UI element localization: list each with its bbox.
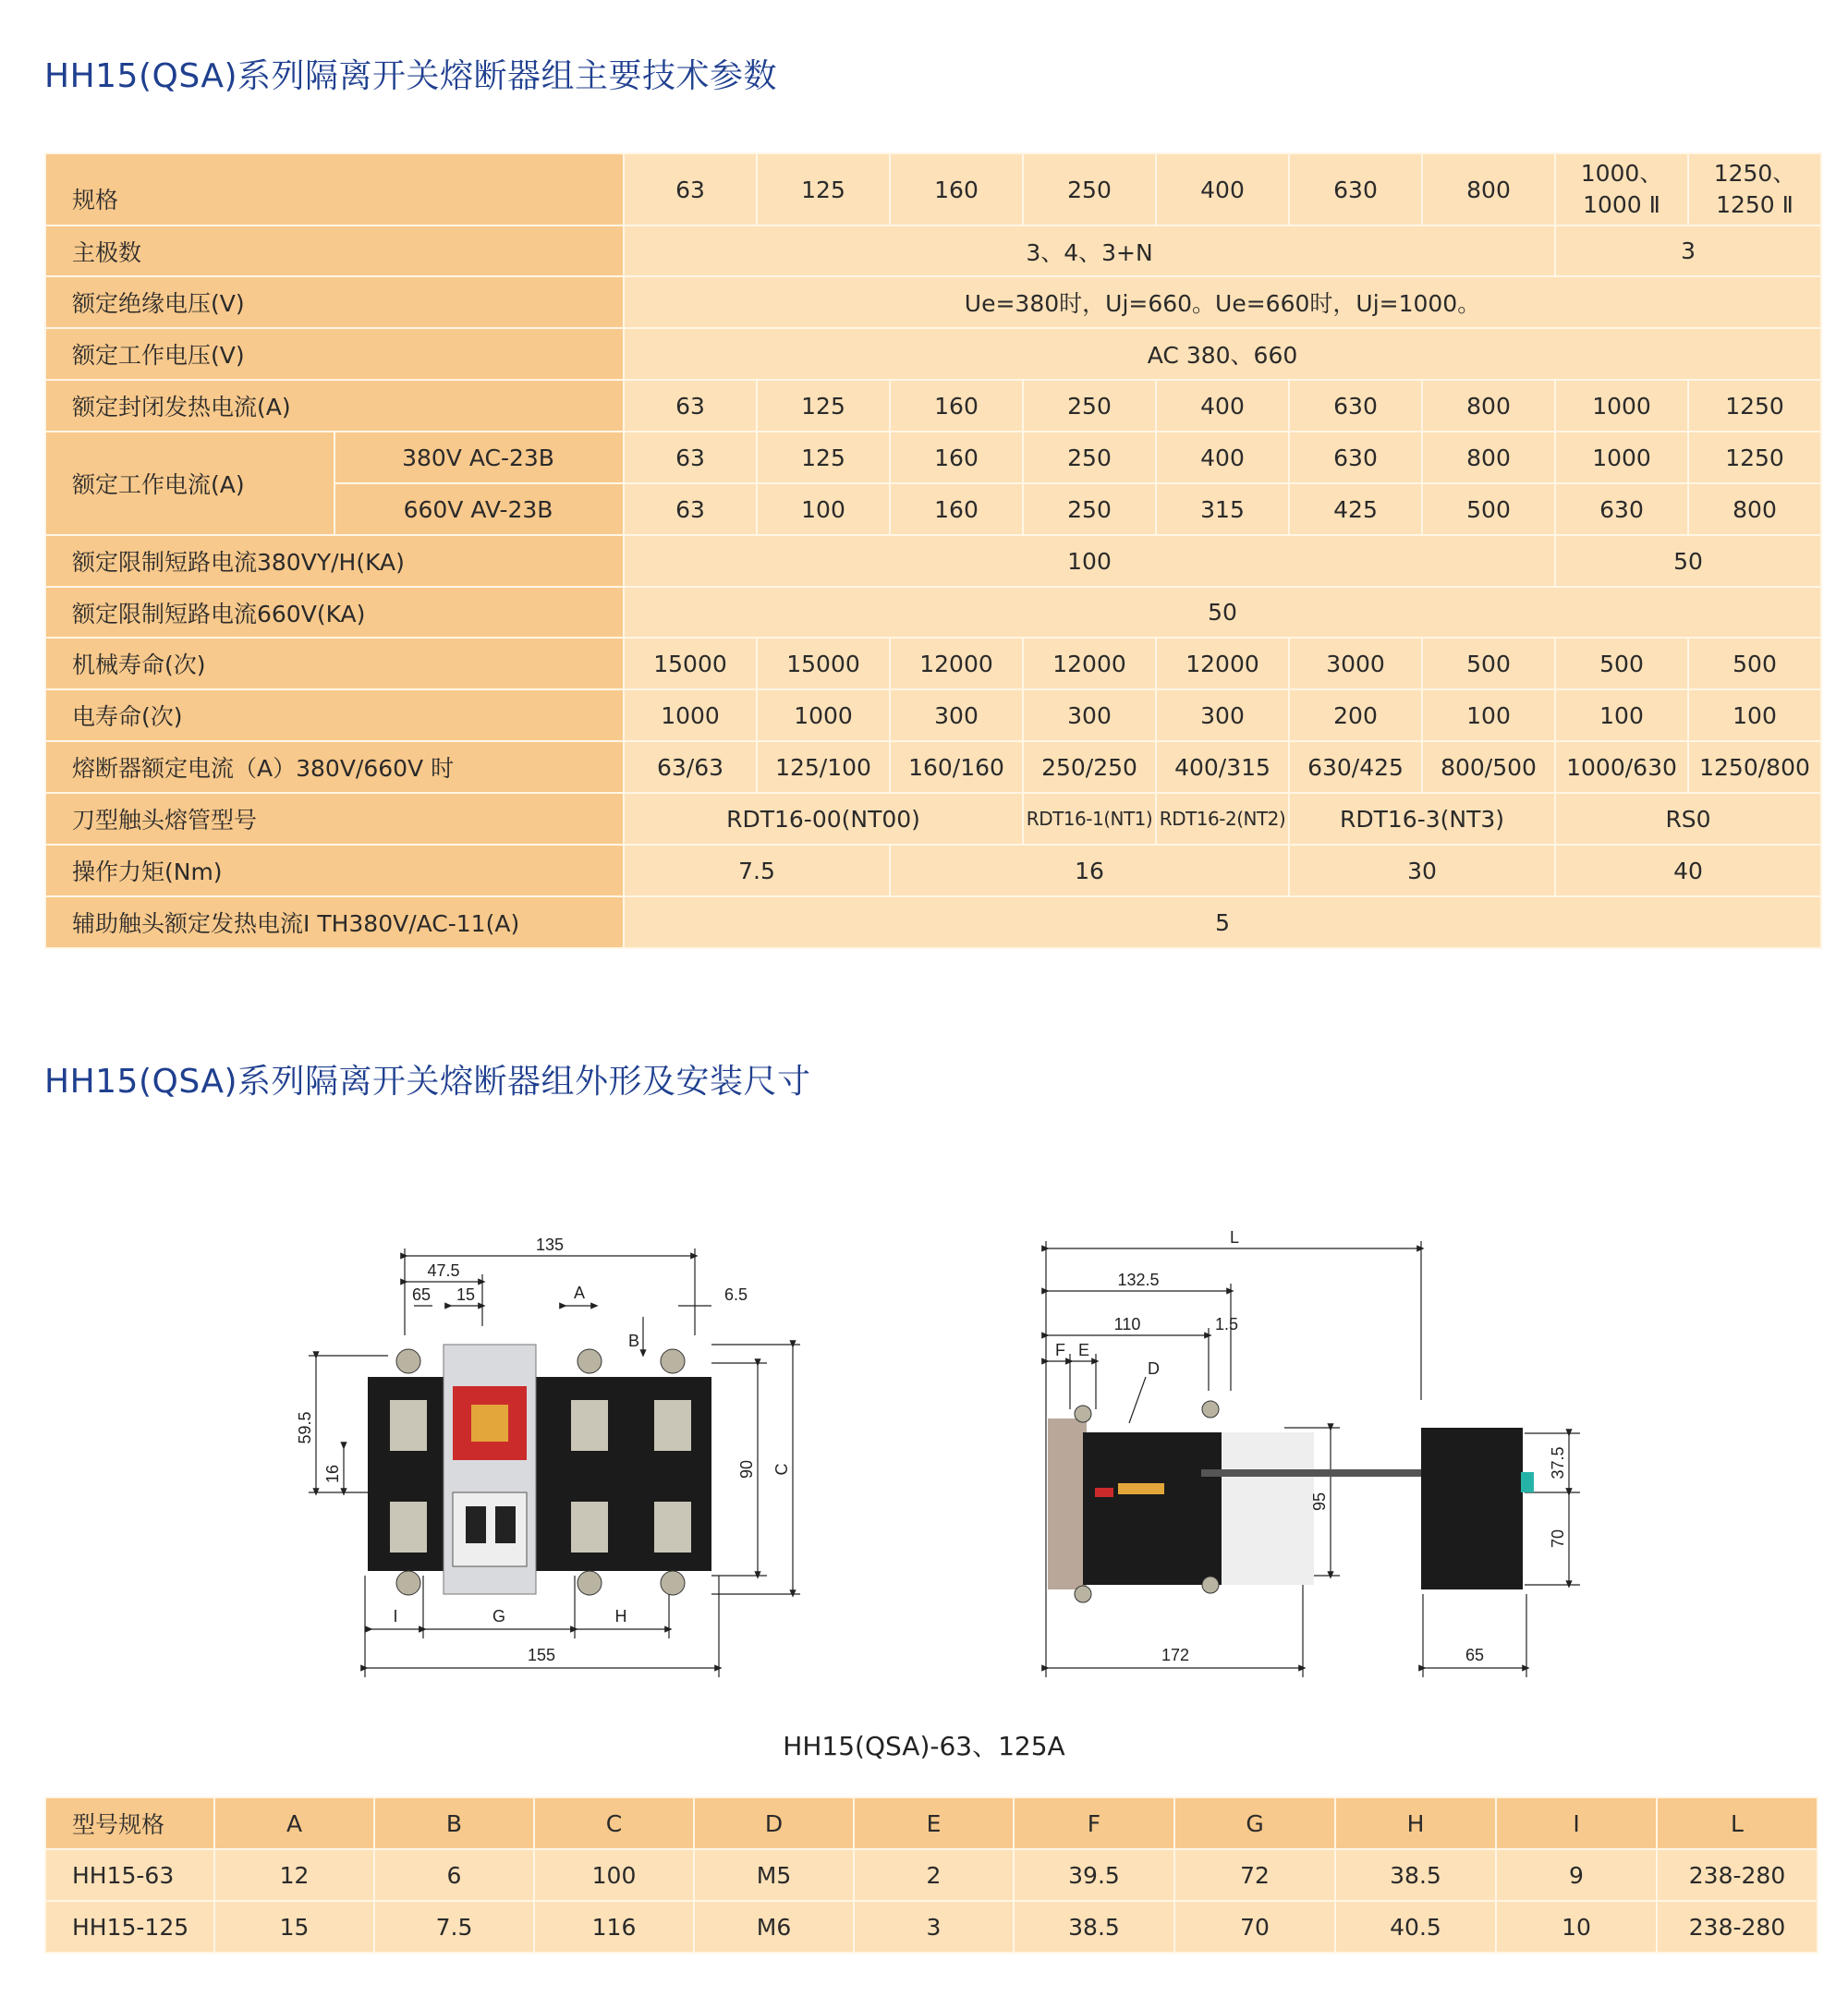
dim-d: D: [1148, 1359, 1160, 1378]
dims-cell: 10: [1496, 1901, 1657, 1953]
dim-16: 16: [323, 1464, 342, 1484]
fuse-current-cell: 630/425: [1289, 741, 1422, 793]
spec-cell: 400: [1156, 153, 1289, 225]
spec-1000-line1: 1000、: [1580, 160, 1663, 187]
torque-label: 操作力矩(Nm): [45, 845, 624, 896]
dim-h: H: [614, 1607, 627, 1626]
av23-cell: 250: [1023, 483, 1156, 535]
dim-59-5: 59.5: [296, 1411, 314, 1444]
fuse-type-cell: RDT16-1(NT1): [1023, 793, 1156, 845]
torque-cell: 30: [1289, 845, 1555, 896]
dims-cell: 2: [854, 1849, 1014, 1901]
dims-header-cell: C: [534, 1797, 694, 1849]
spec-cell: 800: [1422, 153, 1555, 225]
mech-life-cell: 15000: [757, 638, 890, 689]
thermal-current-cell: 800: [1422, 380, 1555, 432]
spec-1000-line2: 1000 Ⅱ: [1583, 191, 1660, 218]
dim-135: 135: [535, 1236, 565, 1254]
thermal-current-cell: 250: [1023, 380, 1156, 432]
poles-last-value: 3: [1555, 225, 1821, 276]
fuse-type-cell: RDT16-3(NT3): [1289, 793, 1555, 845]
spec-label: 规格: [45, 153, 624, 225]
spec-cell: 160: [890, 153, 1023, 225]
dim-f: F: [1055, 1341, 1065, 1359]
torque-row: [45, 845, 1821, 896]
dim-37-5: 37.5: [1549, 1446, 1567, 1479]
dims-header-row: [45, 1797, 1818, 1849]
mech-life-cell: 12000: [1156, 638, 1289, 689]
ac23-cell: 400: [1156, 432, 1289, 483]
thermal-current-cell: 63: [624, 380, 757, 432]
aux-contact-label: 辅助触头额定发热电流I TH380V/AC-11(A): [45, 896, 624, 948]
dim-110: 110: [1113, 1315, 1141, 1333]
av23-cell: 800: [1688, 483, 1821, 535]
spec-cell: 125: [757, 153, 890, 225]
dims-header-cell: E: [854, 1797, 1014, 1849]
mech-life-cell: 500: [1688, 638, 1821, 689]
fuse-type-cell: RDT16-2(NT2): [1156, 793, 1289, 845]
thermal-current-cell: 160: [890, 380, 1023, 432]
ac23-cell: 63: [624, 432, 757, 483]
thermal-current-cell: 125: [757, 380, 890, 432]
insulation-voltage-row: [45, 276, 1821, 328]
dims-cell: 40.5: [1335, 1901, 1496, 1953]
mech-life-label: 机械寿命(次): [45, 638, 624, 689]
fuse-type-cell: RS0: [1555, 793, 1821, 845]
table-row: [45, 1849, 1818, 1901]
dims-header-cell: F: [1014, 1797, 1174, 1849]
dims-cell: 238-280: [1657, 1901, 1818, 1953]
mech-life-row: [45, 638, 1821, 689]
short380-main-value: 100: [624, 535, 1555, 587]
short380-row: [45, 535, 1821, 587]
ac23-cell: 1000: [1555, 432, 1688, 483]
dims-cell: 70: [1174, 1901, 1335, 1953]
dims-cell: 6: [374, 1849, 534, 1901]
fuse-current-cell: 250/250: [1023, 741, 1156, 793]
fuse-type-label: 刀型触头熔管型号: [45, 793, 624, 845]
dims-cell: 238-280: [1657, 1849, 1818, 1901]
ac23-row: [45, 432, 1821, 483]
mech-life-cell: 12000: [890, 638, 1023, 689]
dims-cell: 72: [1174, 1849, 1335, 1901]
dims-header-cell: G: [1174, 1797, 1335, 1849]
dims-cell: 3: [854, 1901, 1014, 1953]
ac23-label: 380V AC-23B: [334, 432, 624, 483]
switch-body: [368, 1345, 711, 1595]
dim-65: 65: [411, 1285, 432, 1304]
fuse-current-row: [45, 741, 1821, 793]
dim-a: A: [573, 1284, 586, 1302]
elec-life-cell: 100: [1555, 689, 1688, 741]
av23-cell: 425: [1289, 483, 1422, 535]
dims-cell: 12: [214, 1849, 374, 1901]
av23-cell: 630: [1555, 483, 1688, 535]
dimensions-table: [44, 1796, 1818, 1954]
dims-header-cell: L: [1657, 1797, 1818, 1849]
dims-cell: M5: [694, 1849, 854, 1901]
mech-life-cell: 500: [1555, 638, 1688, 689]
mech-life-cell: 500: [1422, 638, 1555, 689]
work-voltage-label: 额定工作电压(V): [45, 328, 624, 380]
elec-life-cell: 100: [1688, 689, 1821, 741]
short380-label: 额定限制短路电流380VY/H(KA): [45, 535, 624, 587]
elec-life-cell: 1000: [757, 689, 890, 741]
short660-label: 额定限制短路电流660V(KA): [45, 587, 624, 638]
ac23-cell: 1250: [1688, 432, 1821, 483]
dims-cell: 7.5: [374, 1901, 534, 1953]
dims-cell: 38.5: [1014, 1901, 1174, 1953]
dim-90: 90: [737, 1459, 756, 1479]
elec-life-cell: 300: [1023, 689, 1156, 741]
dim-6-5: 6.5: [724, 1285, 748, 1304]
dim-132-5: 132.5: [1117, 1271, 1160, 1289]
elec-life-cell: 100: [1422, 689, 1555, 741]
spec-row: [45, 153, 1821, 225]
fuse-current-cell: 63/63: [624, 741, 757, 793]
short660-value: 50: [624, 587, 1821, 638]
spec-cell: 630: [1289, 153, 1422, 225]
dim-i: I: [393, 1607, 398, 1626]
av23-cell: 160: [890, 483, 1023, 535]
side-view-drawing: [1026, 1224, 1617, 1696]
dims-cell: 9: [1496, 1849, 1657, 1901]
ac23-cell: 160: [890, 432, 1023, 483]
dims-header-cell: B: [374, 1797, 534, 1849]
dim-65-side: 65: [1465, 1646, 1485, 1664]
fuse-type-cell: RDT16-00(NT00): [624, 793, 1023, 845]
elec-life-cell: 300: [890, 689, 1023, 741]
model-cell: HH15-63: [45, 1849, 214, 1901]
dim-47-5: 47.5: [427, 1261, 460, 1280]
torque-cell: 40: [1555, 845, 1821, 896]
dims-header-cell: I: [1496, 1797, 1657, 1849]
fuse-type-row: [45, 793, 1821, 845]
fuse-current-cell: 400/315: [1156, 741, 1289, 793]
dims-cell: 39.5: [1014, 1849, 1174, 1901]
model-cell: HH15-125: [45, 1901, 214, 1953]
short380-last-value: 50: [1555, 535, 1821, 587]
thermal-current-row: [45, 380, 1821, 432]
spec-cell: 250: [1023, 153, 1156, 225]
mech-life-cell: 12000: [1023, 638, 1156, 689]
thermal-current-cell: 1250: [1688, 380, 1821, 432]
dim-15: 15: [456, 1285, 476, 1304]
torque-cell: 16: [890, 845, 1289, 896]
aux-contact-row: [45, 896, 1821, 948]
dim-l: L: [1229, 1228, 1240, 1247]
elec-life-cell: 200: [1289, 689, 1422, 741]
av23-cell: 100: [757, 483, 890, 535]
front-view-drawing: [277, 1224, 832, 1696]
fuse-current-cell: 125/100: [757, 741, 890, 793]
table-row: [45, 1901, 1818, 1953]
dims-header-cell: D: [694, 1797, 854, 1849]
dim-b: B: [627, 1332, 639, 1350]
switch-side-body: [1048, 1401, 1534, 1602]
poles-row: [45, 225, 1821, 276]
spec-cell: 63: [624, 153, 757, 225]
spec-table: [44, 152, 1822, 949]
drawing-caption: HH15(QSA)-63、125A: [783, 1731, 1065, 1761]
aux-contact-value: 5: [624, 896, 1821, 948]
dim-155: 155: [527, 1646, 556, 1664]
dims-cell: 116: [534, 1901, 694, 1953]
thermal-current-label: 额定封闭发热电流(A): [45, 380, 624, 432]
dim-95: 95: [1310, 1492, 1329, 1512]
dims-cell: 38.5: [1335, 1849, 1496, 1901]
av23-label: 660V AV-23B: [334, 483, 624, 535]
torque-cell: 7.5: [624, 845, 890, 896]
dim-g: G: [492, 1607, 506, 1626]
av23-cell: 63: [624, 483, 757, 535]
elec-life-cell: 1000: [624, 689, 757, 741]
elec-life-cell: 300: [1156, 689, 1289, 741]
thermal-current-cell: 400: [1156, 380, 1289, 432]
dims-cell: M6: [694, 1901, 854, 1953]
spec-1250-line1: 1250、: [1713, 160, 1796, 187]
spec-section-title: HH15(QSA)系列隔离开关熔断器组主要技术参数: [44, 57, 778, 95]
dims-header-cell: A: [214, 1797, 374, 1849]
dim-1-5: 1.5: [1215, 1315, 1239, 1333]
ac23-cell: 630: [1289, 432, 1422, 483]
ac23-cell: 125: [757, 432, 890, 483]
dim-e: E: [1078, 1341, 1090, 1359]
dims-cell: 15: [214, 1901, 374, 1953]
fuse-current-label: 熔断器额定电流（A）380V/660V 时: [45, 741, 624, 793]
dims-header-cell: H: [1335, 1797, 1496, 1849]
spec-cell-1000: [1555, 153, 1688, 225]
work-current-label: 额定工作电流(A): [45, 432, 334, 535]
av23-cell: 315: [1156, 483, 1289, 535]
poles-label: 主极数: [45, 225, 624, 276]
dim-70: 70: [1549, 1528, 1567, 1549]
dim-172: 172: [1161, 1646, 1190, 1664]
insulation-voltage-value: Ue=380时，Uj=660。Ue=660时，Uj=1000。: [624, 276, 1821, 328]
spec-1250-line2: 1250 Ⅱ: [1716, 191, 1793, 218]
work-voltage-value: AC 380、660: [624, 328, 1821, 380]
short660-row: [45, 587, 1821, 638]
ac23-cell: 800: [1422, 432, 1555, 483]
insulation-voltage-label: 额定绝缘电压(V): [45, 276, 624, 328]
elec-life-label: 电寿命(次): [45, 689, 624, 741]
spec-cell-1250: [1688, 153, 1821, 225]
ac23-cell: 250: [1023, 432, 1156, 483]
work-voltage-row: [45, 328, 1821, 380]
fuse-current-cell: 800/500: [1422, 741, 1555, 793]
mech-life-cell: 3000: [1289, 638, 1422, 689]
thermal-current-cell: 630: [1289, 380, 1422, 432]
dims-cell: 100: [534, 1849, 694, 1901]
dimension-section-title: HH15(QSA)系列隔离开关熔断器组外形及安装尺寸: [44, 1063, 811, 1101]
fuse-current-cell: 1250/800: [1688, 741, 1821, 793]
poles-main-value: 3、4、3+N: [624, 225, 1555, 276]
av23-cell: 500: [1422, 483, 1555, 535]
thermal-current-cell: 1000: [1555, 380, 1688, 432]
elec-life-row: [45, 689, 1821, 741]
fuse-current-cell: 1000/630: [1555, 741, 1688, 793]
mech-life-cell: 15000: [624, 638, 757, 689]
dim-c: C: [772, 1463, 791, 1476]
dims-header-cell: 型号规格: [45, 1797, 214, 1849]
fuse-current-cell: 160/160: [890, 741, 1023, 793]
